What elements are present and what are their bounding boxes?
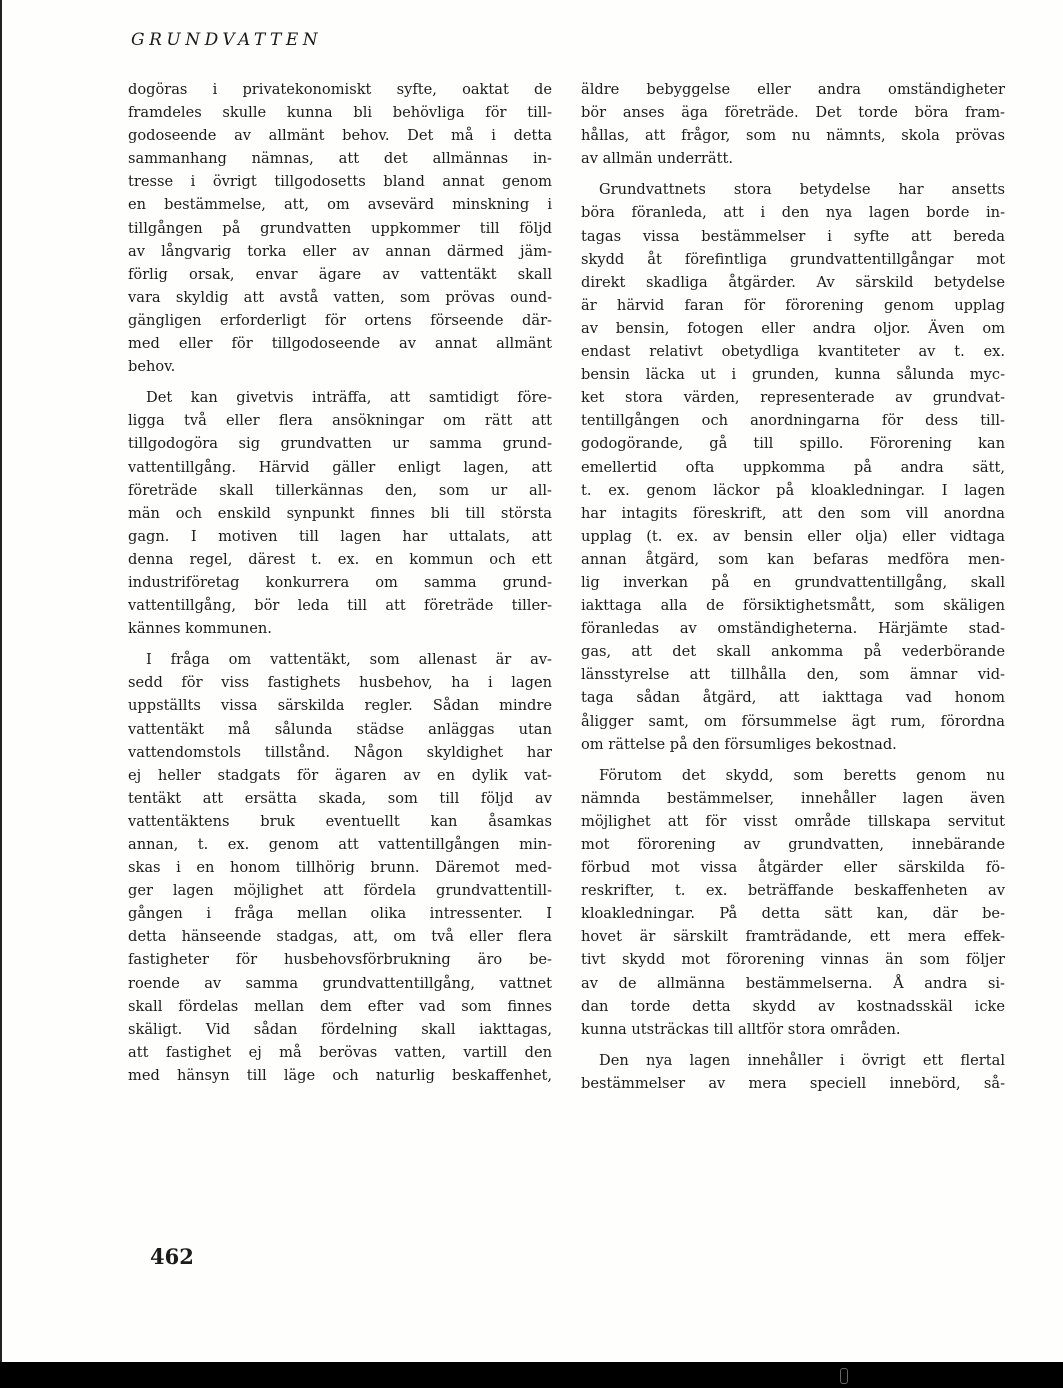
- text-line: tillgodogöra sig grundvatten ur samma grund-: [128, 435, 552, 453]
- text-line: detta hänseende stadgas, att, om två eller flera: [128, 928, 552, 946]
- text-line: upplag (t. ex. av bensin eller olja) eller vidtaga: [581, 527, 1005, 545]
- text-line: åligger samt, om försummelse ägt rum, förordna: [581, 712, 1005, 730]
- text-line: av långvarig torka eller av annan därmed jäm-: [128, 242, 552, 260]
- text-line: skall fördelas mellan dem efter vad som finnes: [128, 997, 552, 1015]
- text-line: om rättelse på den försumliges bekostnad.: [581, 735, 897, 753]
- text-line: med eller för tillgodoseende av annat allmänt: [128, 335, 552, 353]
- text-line: denna regel, därest t. ex. en kommun och ett: [128, 550, 552, 568]
- text-line: Det kan givetvis inträffa, att samtidigt före-: [146, 389, 552, 407]
- text-line: vattendomstols tillstånd. Någon skyldighet har: [128, 743, 552, 761]
- paragraph: [128, 78, 552, 378]
- text-line: kunna utsträckas till alltför stora områden.: [581, 1020, 901, 1038]
- paragraph: [128, 648, 552, 1087]
- text-line: ej heller stadgats för ägaren av en dylik vat-: [128, 766, 552, 784]
- text-line: gagn. I motiven till lagen har uttalats, att: [128, 527, 552, 545]
- text-line: uppställts vissa särskilda regler. Sådan mindre: [128, 697, 552, 715]
- running-header: GRUNDVATTEN: [131, 30, 323, 50]
- text-line: industriföretag konkurrera om samma grund-: [128, 573, 552, 591]
- text-line: vara skyldig att avstå vatten, som prövas ound-: [128, 288, 552, 306]
- text-line: tentillgången och anordningarna för dess till-: [581, 412, 1005, 430]
- text-line: bör anses äga företräde. Det torde böra fram-: [581, 104, 1005, 122]
- scan-border: [0, 1362, 1063, 1388]
- paragraph-gap: [581, 170, 1005, 178]
- text-line: vattentäkt må sålunda städse anläggas utan: [128, 720, 552, 738]
- text-line: bensin läcka ut i grunden, kunna sålunda myc-: [581, 366, 1005, 384]
- text-line: skydd åt förefintliga grundvattentillgångar mot: [581, 250, 1005, 268]
- text-line: godogörande, gå till spillo. Förorening kan: [581, 435, 1005, 453]
- text-line: reskrifter, t. ex. beträffande beskaffenheten av: [581, 882, 1005, 900]
- text-line: böra föranleda, att i den nya lagen borde in-: [581, 204, 1005, 222]
- text-line: emellertid ofta uppkomma på andra sätt,: [581, 458, 1005, 476]
- paragraph: [581, 764, 1005, 1041]
- scan-artifact: [840, 1368, 848, 1384]
- paragraph: [581, 78, 1005, 170]
- text-line: framdeles skulle kunna bli behövliga för till-: [128, 104, 552, 122]
- text-line: iakttaga alla de försiktighetsmått, som skäligen: [581, 597, 1005, 615]
- text-line: att fastighet ej må berövas vatten, vartill den: [128, 1043, 552, 1061]
- text-line: länsstyrelse att tillhålla den, som ämnar vid-: [581, 666, 1005, 684]
- text-line: direkt skadliga åtgärder. Av särskild betydelse: [581, 273, 1005, 291]
- text-line: t. ex. genom läckor på kloakledningar. I lagen: [581, 481, 1005, 499]
- text-line: av allmän underrätt.: [581, 150, 733, 168]
- paragraph: [581, 178, 1005, 755]
- text-line: tivt skydd mot förorening vinnas än som följer: [581, 951, 1005, 969]
- text-line: gas, att det skall ankomma på vederbörande: [581, 643, 1005, 661]
- text-line: tagas vissa bestämmelser i syfte att bereda: [581, 227, 1005, 245]
- text-line: äldre bebyggelse eller andra omständigheter: [581, 81, 1005, 98]
- text-line: Den nya lagen innehåller i övrigt ett flertal: [599, 1051, 1005, 1069]
- text-line: vattentillgång. Härvid gäller enligt lagen, att: [128, 458, 552, 476]
- text-line: kännes kommunen.: [128, 620, 272, 638]
- text-line: ligga två eller flera ansökningar om rätt att: [128, 412, 552, 430]
- text-line: företräde skall tillerkännas den, som ur all-: [128, 481, 552, 499]
- text-line: sedd för viss fastighets husbehov, ha i lagen: [128, 674, 552, 692]
- text-line: vattentäktens bruk eventuellt kan åsamkas: [128, 812, 552, 830]
- paragraph-gap: [581, 756, 1005, 764]
- text-line: ket stora värden, representerade av grundvat-: [581, 389, 1005, 407]
- right-column: [581, 78, 1005, 1095]
- text-line: endast relativt obetydliga kvantiteter av t. ex.: [581, 343, 1005, 361]
- text-line: sammanhang nämnas, att det allmännas in-: [128, 150, 552, 168]
- text-line: tentäkt att ersätta skada, som till följd av: [128, 789, 552, 807]
- text-line: möjlighet att för visst område tillskapa servitut: [581, 812, 1005, 830]
- text-line: förbud mot vissa åtgärder eller särskilda fö-: [581, 859, 1005, 877]
- paragraph: [581, 1049, 1005, 1095]
- text-line: skas i en honom tillhörig brunn. Däremot med-: [128, 859, 552, 877]
- text-line: mot förorening av grundvatten, innebärande: [581, 836, 1005, 853]
- text-line: Förutom det skydd, som beretts genom nu: [599, 766, 1005, 784]
- text-line: män och enskild synpunkt finnes bli till största: [128, 504, 552, 522]
- text-line: bestämmelser av mera speciell innebörd, så-: [581, 1074, 1005, 1092]
- text-line: gången i fråga mellan olika intressenter. I: [128, 905, 552, 923]
- text-line: annan, t. ex. genom att vattentillgången min-: [128, 836, 552, 853]
- paragraph: [128, 386, 552, 640]
- text-line: av de allmänna bestämmelserna. Å andra si-: [581, 974, 1005, 992]
- text-line: föranledas av omständigheterna. Härjämte stad-: [581, 620, 1005, 638]
- paragraph-gap: [128, 640, 552, 648]
- text-line: tillgången på grundvatten uppkommer till följd: [128, 219, 552, 237]
- text-line: gängligen erforderligt för ortens förseende där-: [128, 311, 552, 329]
- text-line: hållas, att frågor, som nu nämnts, skola prövas: [581, 127, 1005, 145]
- text-line: nämnda bestämmelser, innehåller lagen även: [581, 789, 1005, 807]
- text-line: skäligt. Vid sådan fördelning skall iakttagas,: [128, 1020, 552, 1038]
- text-line: kloakledningar. På detta sätt kan, där be-: [581, 905, 1005, 923]
- text-line: en bestämmelse, att, om avsevärd minskning i: [128, 196, 552, 214]
- page-number: 462: [150, 1244, 194, 1269]
- paragraph-gap: [581, 1041, 1005, 1049]
- text-line: dogöras i privatekonomiskt syfte, oaktat de: [128, 81, 552, 98]
- text-line: roende av samma grundvattentillgång, vattnet: [128, 974, 552, 992]
- text-line: fastigheter för husbehovsförbrukning äro be-: [128, 951, 552, 969]
- text-line: tresse i övrigt tillgodosetts bland annat genom: [128, 173, 552, 191]
- text-line: godoseende av allmänt behov. Det må i detta: [128, 127, 552, 145]
- text-line: dan torde detta skydd av kostnadsskäl icke: [581, 997, 1005, 1015]
- text-line: Grundvattnets stora betydelse har ansetts: [599, 181, 1005, 199]
- text-line: taga sådan åtgärd, att iakttaga vad honom: [581, 689, 1005, 707]
- text-line: annan åtgärd, som kan befaras medföra men-: [581, 550, 1005, 568]
- text-line: vattentillgång, bör leda till att företräde tiller-: [128, 597, 552, 615]
- text-line: med hänsyn till läge och naturlig beskaffenhet,: [128, 1066, 552, 1084]
- paragraph-gap: [128, 378, 552, 386]
- text-line: hovet är särskilt framträdande, ett mera effek-: [581, 928, 1005, 946]
- text-line: lig inverkan på en grundvattentillgång, skall: [581, 573, 1005, 591]
- text-line: I fråga om vattentäkt, som allenast är av-: [146, 651, 552, 669]
- text-line: har intagits föreskrift, att den som vill anordna: [581, 504, 1005, 522]
- text-line: av bensin, fotogen eller andra oljor. Även om: [581, 319, 1005, 337]
- text-line: är härvid faran för förorening genom upplag: [581, 296, 1005, 314]
- text-line: ger lagen möjlighet att fördela grundvattentill-: [128, 882, 552, 900]
- text-line: behov.: [128, 358, 176, 376]
- text-line: förlig orsak, envar ägare av vattentäkt skall: [128, 265, 552, 283]
- left-column: [128, 78, 552, 1087]
